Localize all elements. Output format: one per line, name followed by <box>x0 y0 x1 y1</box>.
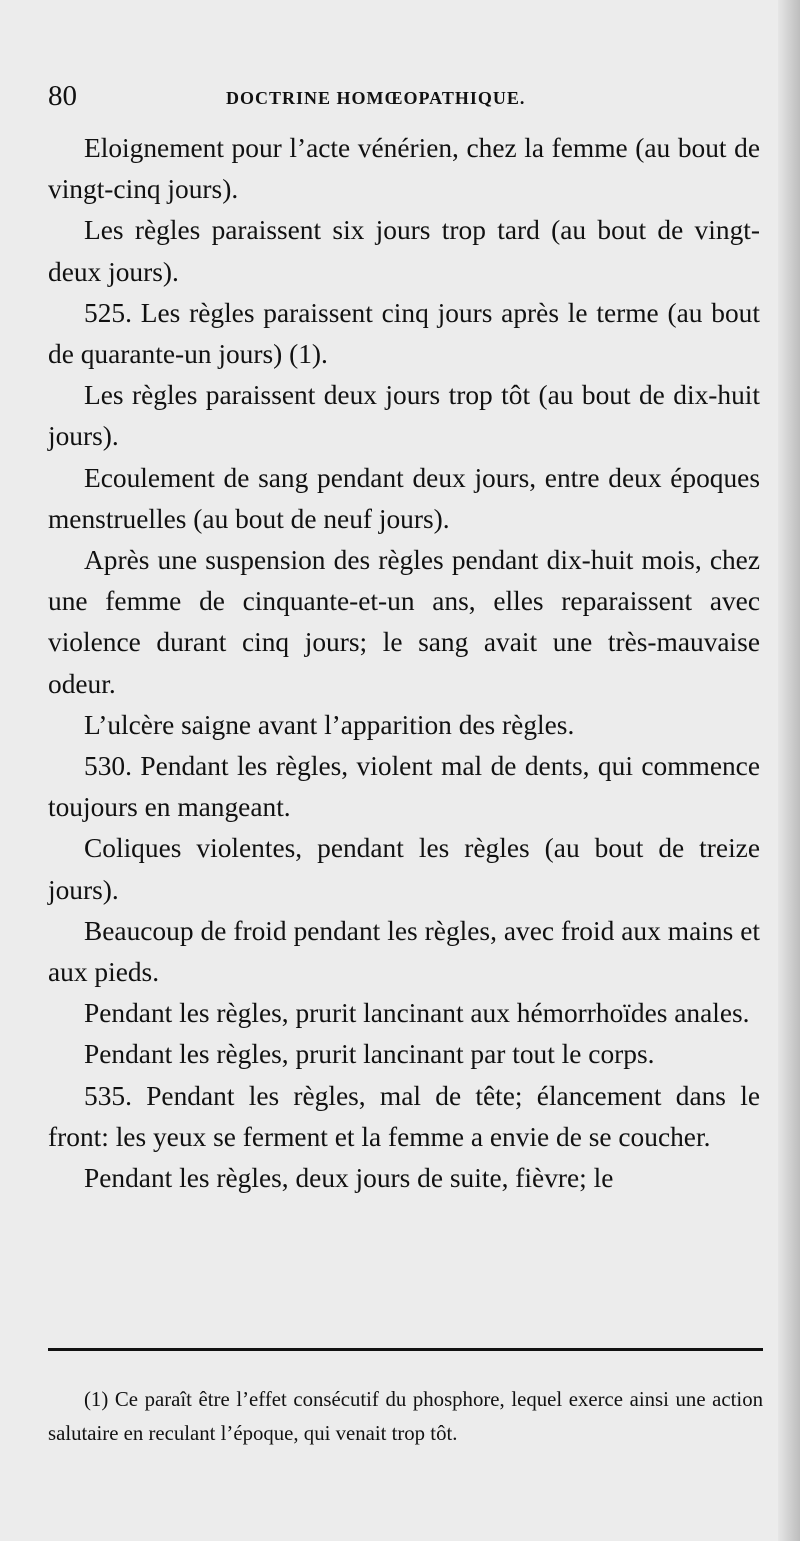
paragraph: Après une suspension des règles pendant dix-huit mois, chez une femme de cinquante-et-un ans, elles reparaissent avec violence durant cinq jours; le sang avait une très-mauvaise odeur. <box>48 545 760 699</box>
footnote-rule <box>48 1348 763 1351</box>
page-header <box>48 80 748 120</box>
paragraph: Ecoulement de sang pendant deux jours, entre deux époques menstruelles (au bout de neuf jours). <box>48 462 760 534</box>
page-edge-shadow <box>778 0 800 1541</box>
paragraph: Eloignement pour l’acte vénérien, chez la femme (au bout de vingt-cinq jours). <box>48 133 760 205</box>
paragraph: L’ulcère saigne avant l’apparition des règles. <box>84 709 575 740</box>
paragraph: Coliques violentes, pendant les règles (au bout de treize jours). <box>48 833 760 905</box>
paragraph: Les règles paraissent six jours trop tard (au bout de vingt-deux jours). <box>48 215 760 287</box>
body-text <box>48 128 760 1199</box>
paragraph: Pendant les règles, deux jours de suite, fièvre; le <box>84 1163 614 1194</box>
paragraph: 525. Les règles paraissent cinq jours après le terme (au bout de quarante-un jours) (1). <box>48 297 760 370</box>
paragraph: 530. Pendant les règles, violent mal de dents, qui commence toujours en mangeant. <box>48 751 760 823</box>
paragraph: 535. Pendant les règles, mal de tête; élancement dans le front: les yeux se ferment et la femme a envie de se coucher. <box>48 1080 760 1152</box>
page-number: 80 <box>48 80 77 112</box>
paragraph: Les règles paraissent deux jours trop tôt (au bout de dix-huit jours). <box>48 380 760 452</box>
running-title: DOCTRINE HOMŒOPATHIQUE. <box>226 88 526 108</box>
paragraph: Beaucoup de froid pendant les règles, avec froid aux mains et aux pieds. <box>48 915 760 988</box>
paragraph: Pendant les règles, prurit lancinant aux hémorrhoïdes anales. <box>84 998 750 1029</box>
paragraph: Pendant les règles, prurit lancinant par tout le corps. <box>84 1039 655 1070</box>
footnote-text: (1) Ce paraît être l’effet consécutif du phosphore, lequel exerce ainsi une action salutaire en reculant l’époque, qui venait trop tôt. <box>48 1388 763 1445</box>
footnote <box>48 1383 763 1451</box>
